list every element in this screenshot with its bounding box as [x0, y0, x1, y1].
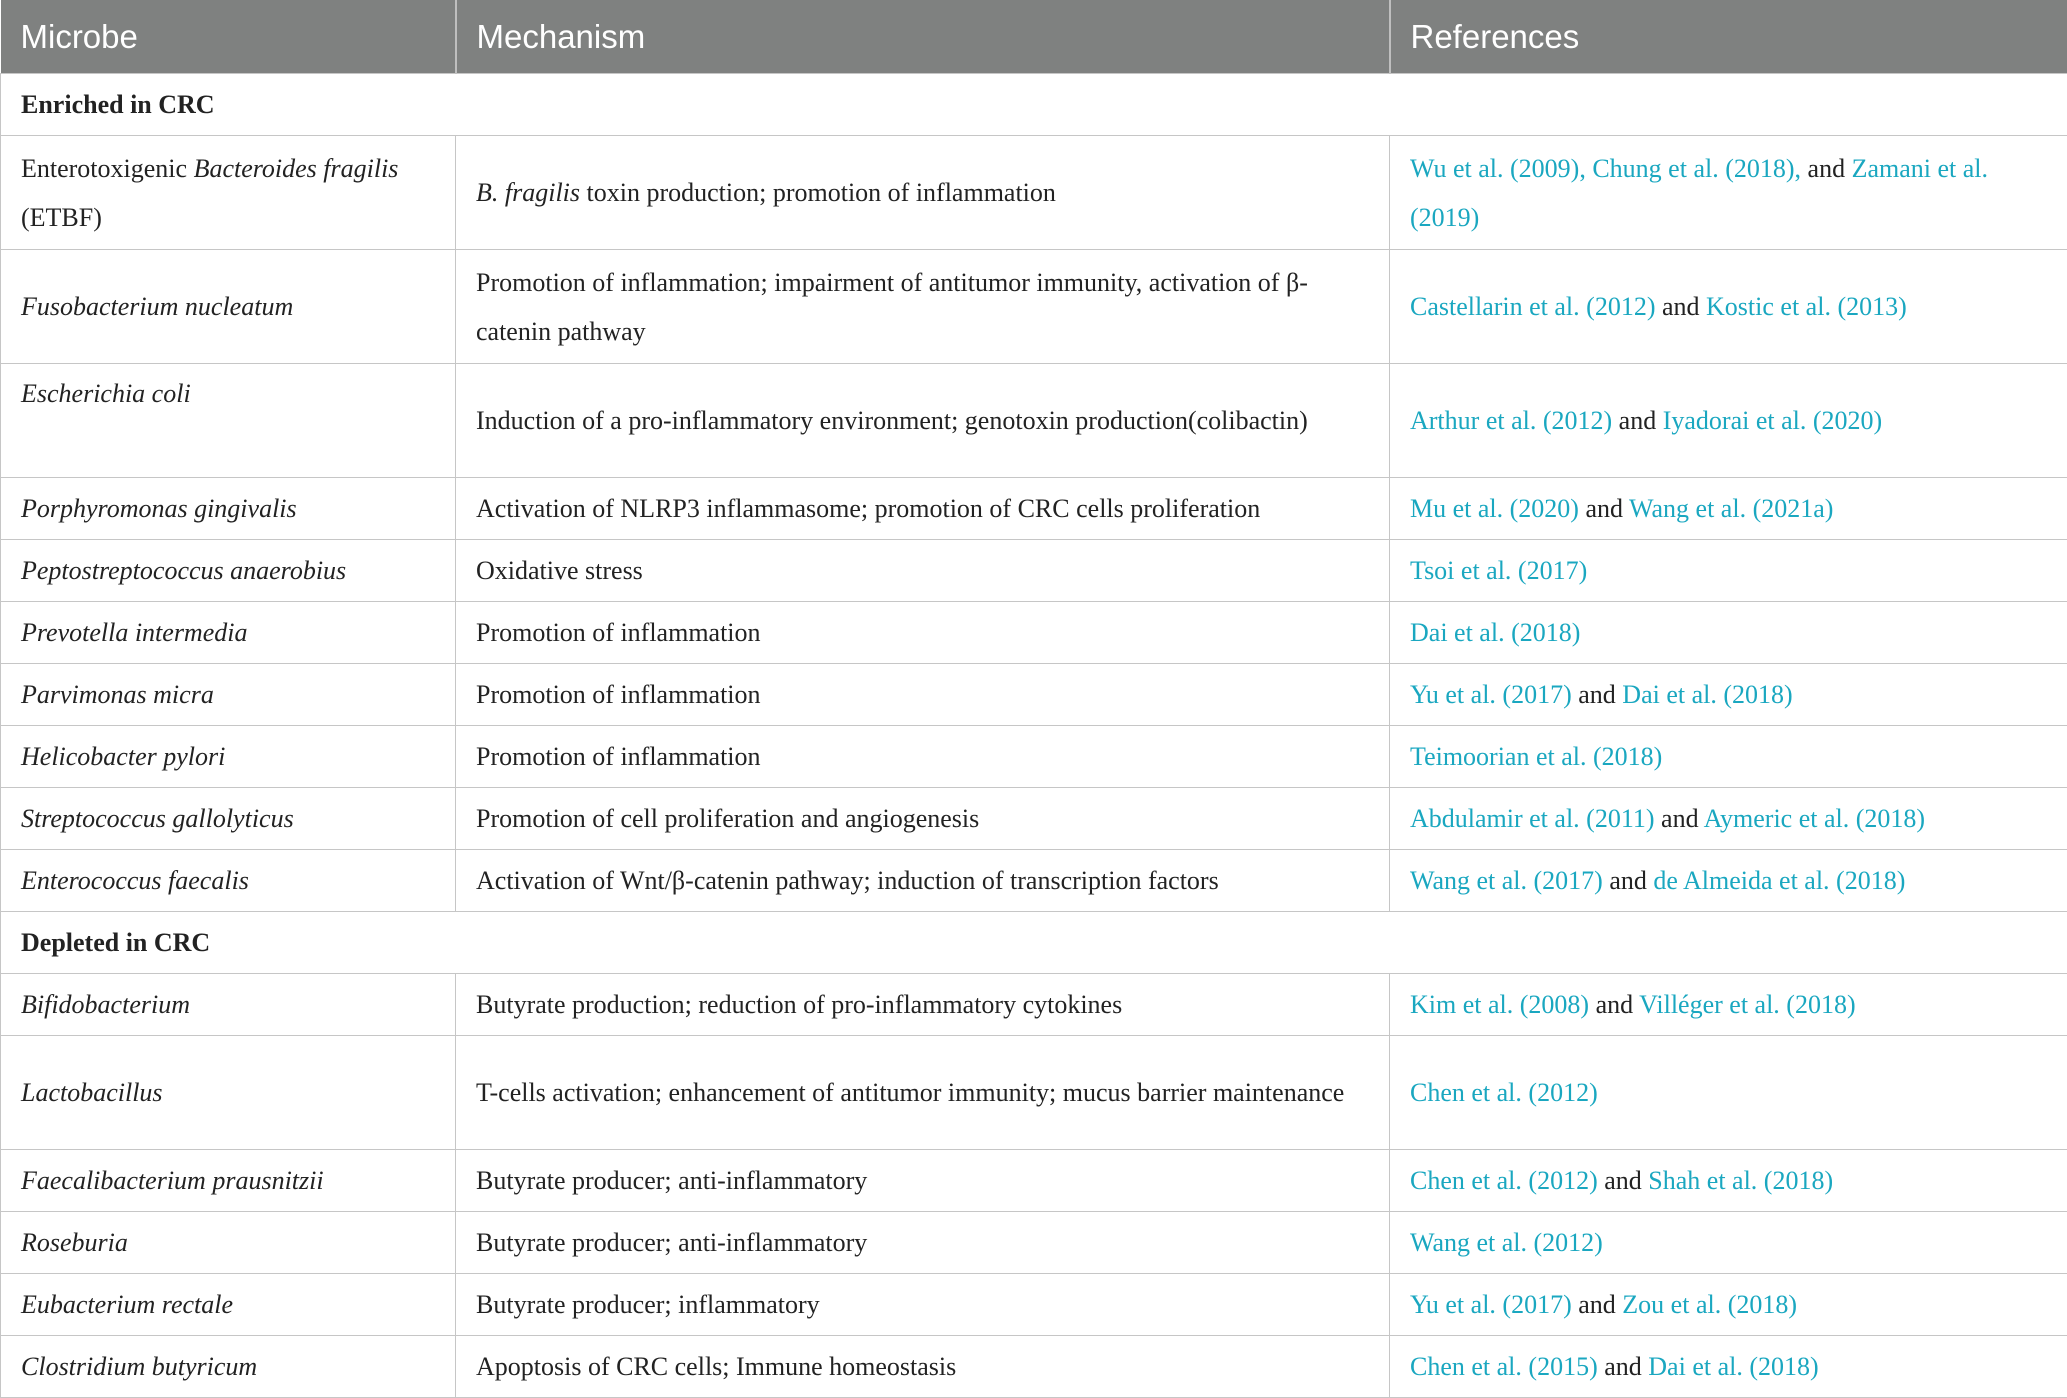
- microbe-cell: Fusobacterium nucleatum: [1, 250, 456, 364]
- references-cell: Wu et al. (2009), Chung et al. (2018), and Zamani et al. (2019): [1390, 136, 2067, 250]
- microbe-cell: Lactobacillus: [1, 1036, 456, 1150]
- reference-link[interactable]: Yu et al. (2017): [1410, 680, 1572, 709]
- table-row: [1, 1150, 2067, 1212]
- mechanism-cell: Apoptosis of CRC cells; Immune homeostasis: [456, 1336, 1390, 1398]
- mechanism-cell: Butyrate production; reduction of pro-inflammatory cytokines: [456, 974, 1390, 1036]
- microbe-cell: Prevotella intermedia: [1, 602, 456, 664]
- microbe-cell: Clostridium butyricum: [1, 1336, 456, 1398]
- reference-link[interactable]: Zou et al. (2018): [1622, 1290, 1797, 1319]
- references-cell: Arthur et al. (2012) and Iyadorai et al. (2020): [1390, 364, 2067, 478]
- table-row: [1, 136, 2067, 250]
- references-cell: Mu et al. (2020) and Wang et al. (2021a): [1390, 478, 2067, 540]
- table-row: [1, 250, 2067, 364]
- reference-link[interactable]: Aymeric et al. (2018): [1704, 804, 1925, 833]
- table-row: [1, 788, 2067, 850]
- reference-link[interactable]: Zamani et al. (2019): [1410, 154, 1988, 232]
- reference-link[interactable]: Dai et al. (2018): [1648, 1352, 1818, 1381]
- references-cell: Chen et al. (2012) and Shah et al. (2018): [1390, 1150, 2067, 1212]
- table-row: [1, 478, 2067, 540]
- microbe-cell: Porphyromonas gingivalis: [1, 478, 456, 540]
- table-row: [1, 602, 2067, 664]
- microbe-cell: Roseburia: [1, 1212, 456, 1274]
- reference-link[interactable]: Chen et al. (2012): [1410, 1078, 1598, 1107]
- mechanism-cell: B. fragilis toxin production; promotion of inflammation: [456, 136, 1390, 250]
- mechanism-cell: Butyrate producer; anti-inflammatory: [456, 1150, 1390, 1212]
- table-row: [1, 1212, 2067, 1274]
- reference-link[interactable]: de Almeida et al. (2018): [1653, 866, 1905, 895]
- microbe-cell: Escherichia coli: [1, 364, 456, 478]
- references-cell: Yu et al. (2017) and Dai et al. (2018): [1390, 664, 2067, 726]
- microbe-cell: Helicobacter pylori: [1, 726, 456, 788]
- references-cell: Wang et al. (2017) and de Almeida et al. (2018): [1390, 850, 2067, 912]
- mechanism-cell: Oxidative stress: [456, 540, 1390, 602]
- reference-link[interactable]: Tsoi et al. (2017): [1410, 556, 1587, 585]
- references-cell: [1390, 726, 2067, 788]
- microbe-cell: Enterotoxigenic Bacteroides fragilis (ETBF): [1, 136, 456, 250]
- mechanism-cell: Promotion of inflammation: [456, 602, 1390, 664]
- table-row: [1, 726, 2067, 788]
- header-row: [1, 1, 2067, 74]
- references-cell: [1390, 602, 2067, 664]
- references-cell: Yu et al. (2017) and Zou et al. (2018): [1390, 1274, 2067, 1336]
- reference-link[interactable]: Iyadorai et al. (2020): [1663, 406, 1882, 435]
- mechanism-cell: Promotion of cell proliferation and angiogenesis: [456, 788, 1390, 850]
- table-row: [1, 540, 2067, 602]
- mechanism-cell: Butyrate producer; anti-inflammatory: [456, 1212, 1390, 1274]
- reference-link[interactable]: Kostic et al. (2013): [1706, 292, 1907, 321]
- microbe-cell: Faecalibacterium prausnitzii: [1, 1150, 456, 1212]
- table-row: [1, 974, 2067, 1036]
- reference-link[interactable]: Chen et al. (2015): [1410, 1352, 1598, 1381]
- table-row: [1, 850, 2067, 912]
- section-row-enriched: [1, 74, 2067, 136]
- mechanism-cell: Promotion of inflammation: [456, 726, 1390, 788]
- references-cell: [1390, 1212, 2067, 1274]
- reference-link[interactable]: Abdulamir et al. (2011): [1410, 804, 1655, 833]
- microbe-cell: Peptostreptococcus anaerobius: [1, 540, 456, 602]
- references-cell: [1390, 1036, 2067, 1150]
- table-row: [1, 664, 2067, 726]
- reference-link[interactable]: Dai et al. (2018): [1622, 680, 1792, 709]
- references-cell: Abdulamir et al. (2011) and Aymeric et al. (2018): [1390, 788, 2067, 850]
- microbe-cell: Bifidobacterium: [1, 974, 456, 1036]
- reference-link[interactable]: Wang et al. (2012): [1410, 1228, 1603, 1257]
- reference-link[interactable]: Dai et al. (2018): [1410, 618, 1580, 647]
- reference-link[interactable]: Yu et al. (2017): [1410, 1290, 1572, 1319]
- mechanism-cell: Induction of a pro-inflammatory environment; genotoxin production(colibactin): [456, 364, 1390, 478]
- references-cell: Chen et al. (2015) and Dai et al. (2018): [1390, 1336, 2067, 1398]
- section-label: Depleted in CRC: [1, 912, 2067, 974]
- section-label: Enriched in CRC: [1, 74, 2067, 136]
- microbe-cell: Enterococcus faecalis: [1, 850, 456, 912]
- microbe-cell: Streptococcus gallolyticus: [1, 788, 456, 850]
- header-references: References: [1390, 1, 2067, 74]
- reference-link[interactable]: Shah et al. (2018): [1648, 1166, 1833, 1195]
- mechanism-cell: T-cells activation; enhancement of antitumor immunity; mucus barrier maintenance: [456, 1036, 1390, 1150]
- references-cell: [1390, 540, 2067, 602]
- mechanism-cell: Butyrate producer; inflammatory: [456, 1274, 1390, 1336]
- reference-link[interactable]: Mu et al. (2020): [1410, 494, 1579, 523]
- mechanism-cell: Activation of NLRP3 inflammasome; promotion of CRC cells proliferation: [456, 478, 1390, 540]
- reference-link[interactable]: Teimoorian et al. (2018): [1410, 742, 1662, 771]
- mechanism-cell: Promotion of inflammation: [456, 664, 1390, 726]
- references-cell: Kim et al. (2008) and Villéger et al. (2018): [1390, 974, 2067, 1036]
- section-row-depleted: [1, 912, 2067, 974]
- mechanism-cell: Activation of Wnt/β-catenin pathway; induction of transcription factors: [456, 850, 1390, 912]
- table-row: [1, 364, 2067, 478]
- mechanism-cell: Promotion of inflammation; impairment of antitumor immunity, activation of β-catenin pathway: [456, 250, 1390, 364]
- microbe-cell: Eubacterium rectale: [1, 1274, 456, 1336]
- header-microbe: Microbe: [1, 1, 456, 74]
- reference-link[interactable]: Arthur et al. (2012): [1410, 406, 1612, 435]
- header-mechanism: Mechanism: [456, 1, 1390, 74]
- reference-link[interactable]: Wang et al. (2021a): [1629, 494, 1833, 523]
- reference-link[interactable]: Castellarin et al. (2012): [1410, 292, 1655, 321]
- table-row: [1, 1336, 2067, 1398]
- reference-link[interactable]: Wu et al. (2009), Chung et al. (2018),: [1410, 154, 1801, 183]
- table-row: [1, 1036, 2067, 1150]
- table-row: [1, 1274, 2067, 1336]
- reference-link[interactable]: Wang et al. (2017): [1410, 866, 1603, 895]
- reference-link[interactable]: Kim et al. (2008): [1410, 990, 1589, 1019]
- reference-link[interactable]: Villéger et al. (2018): [1639, 990, 1855, 1019]
- references-cell: Castellarin et al. (2012) and Kostic et al. (2013): [1390, 250, 2067, 364]
- reference-link[interactable]: Chen et al. (2012): [1410, 1166, 1598, 1195]
- microbe-cell: Parvimonas micra: [1, 664, 456, 726]
